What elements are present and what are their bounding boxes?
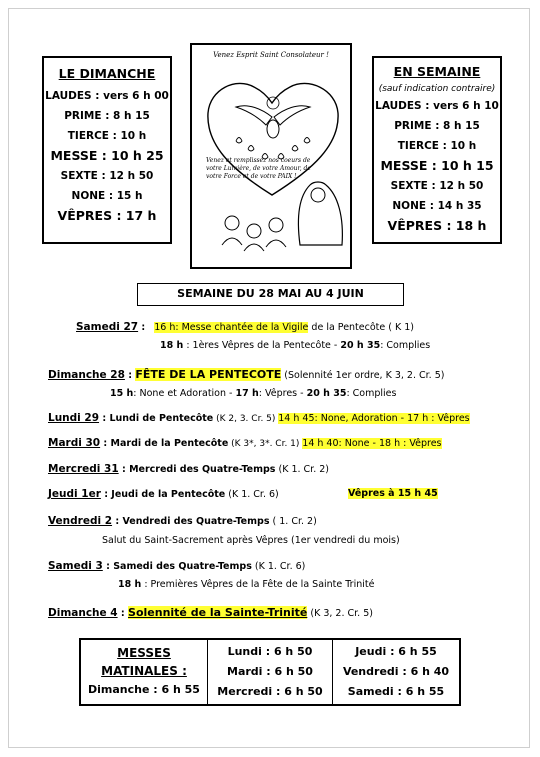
feast-title: : Jeudi de la Pentecôte: [100, 489, 226, 500]
highlight-text: 14 h 45: None, Adoration - 17 h : Vêpres: [278, 413, 470, 424]
agenda-row-fri2-line2: [102, 535, 400, 546]
weekday-lauds: LAUDES : vers 6 h 10: [375, 100, 499, 112]
feast-title: : Mercredi des Quatre-Temps: [118, 464, 276, 475]
agenda-row-thu1-vespers: [348, 488, 438, 499]
masses-tuesday: Mardi : 6 h 50: [227, 665, 313, 678]
day-label: Dimanche 4: [48, 607, 118, 619]
agenda-row-tue30: [48, 437, 442, 449]
day-label: Lundi 29: [48, 412, 100, 424]
weekday-prime: PRIME : 8 h 15: [394, 120, 480, 132]
colon: :: [117, 608, 129, 619]
agenda-row-sun4: [48, 606, 373, 619]
weekday-tierce: TIERCE : 10 h: [397, 140, 477, 152]
detail-text: Salut du Saint-Sacrement après Vêpres (1er vendredi du mois): [102, 535, 400, 546]
weekday-title: EN SEMAINE: [393, 64, 481, 79]
time-text: 20 h 35: [306, 388, 347, 399]
sunday-prime: PRIME : 8 h 15: [64, 110, 150, 122]
masses-sunday: Dimanche : 6 h 55: [88, 683, 200, 696]
sunday-title: LE DIMANCHE: [58, 66, 156, 81]
detail-text: (K 1. Cr. 2): [275, 464, 329, 475]
detail-text: : None et Adoration -: [133, 388, 236, 399]
masses-thursday: Jeudi : 6 h 55: [355, 645, 437, 658]
masses-mon-wed-column: [208, 640, 333, 704]
masses-saturday: Samedi : 6 h 55: [347, 685, 445, 698]
day-label: Vendredi 2: [48, 515, 113, 527]
weekday-schedule-box: [372, 56, 502, 244]
masses-title-line2: MATINALES :: [101, 664, 187, 678]
sunday-none: NONE : 15 h: [71, 190, 143, 202]
agenda-row-sat27: [76, 321, 414, 333]
highlight-text: 14 h 40: None - 18 h : Vêpres: [302, 438, 442, 449]
masses-thu-sat-column: [333, 640, 459, 704]
feast-title: : Samedi des Quatre-Temps: [102, 561, 252, 572]
agenda-row-sat3: [48, 560, 305, 572]
detail-text: : Vêpres -: [258, 388, 307, 399]
day-label: Samedi 3: [48, 560, 103, 572]
time-text: 20 h 35: [340, 340, 381, 351]
time-text: 18 h: [160, 340, 184, 351]
day-label: Mercredi 31: [48, 463, 119, 475]
feast-title: : Lundi de Pentecôte: [99, 413, 214, 424]
detail-text: de la Pentecôte ( K 1): [308, 322, 414, 333]
day-label: Dimanche 28: [48, 369, 125, 381]
detail-text: : Complies: [380, 340, 431, 351]
children-figures: [222, 216, 286, 251]
dove-left-wing: [236, 106, 272, 125]
day-label: Jeudi 1er: [48, 488, 101, 500]
feast-title: : Mardi de la Pentecôte: [100, 438, 229, 449]
dove-body: [267, 120, 279, 138]
time-text: 18 h: [118, 579, 142, 590]
dove-right-wing: [274, 106, 310, 125]
time-text: 15 h: [110, 388, 134, 399]
detail-text: (K 1. Cr. 6): [251, 561, 306, 572]
flames: [236, 138, 310, 160]
halo: [267, 97, 279, 109]
feast-title: : Vendredi des Quatre-Temps: [112, 516, 270, 527]
detail-text: (K 1. Cr. 6): [225, 489, 279, 500]
agenda-row-sun28-line2: [110, 388, 396, 399]
time-text: 17 h: [235, 388, 259, 399]
weekday-mass: MESSE : 10 h 15: [380, 158, 494, 173]
holy-spirit-illustration: [190, 43, 352, 269]
sunday-mass: MESSE : 10 h 25: [50, 148, 164, 163]
masses-title-column: [81, 640, 208, 704]
sunday-schedule-box: [42, 56, 172, 244]
detail-text: ( 1. Cr. 2): [269, 516, 317, 527]
weekday-sexte: SEXTE : 12 h 50: [390, 180, 484, 192]
agenda-row-sat3-line2: [118, 579, 374, 590]
highlight-text: Solennité de la Sainte-Trinité: [128, 606, 308, 619]
detail-text: : Complies: [346, 388, 397, 399]
mary-figure: [298, 182, 342, 245]
day-label: Mardi 30: [48, 437, 101, 449]
weekday-note: (sauf indication contraire): [378, 84, 496, 94]
detail-text: : 1ères Vêpres de la Pentecôte -: [183, 340, 341, 351]
agenda-row-mon29: [48, 412, 470, 424]
agenda-row-sun28: [48, 368, 444, 381]
highlight-text: FÊTE DE LA PENTECOTE: [135, 368, 282, 381]
highlight-text: 16 h: Messe chantée de la Vigile: [154, 322, 309, 333]
masses-monday: Lundi : 6 h 50: [227, 645, 313, 658]
sunday-lauds: LAUDES : vers 6 h 00: [45, 90, 169, 102]
agenda-row-wed31: [48, 463, 329, 475]
detail-text: (K 2, 3. Cr. 5): [213, 414, 279, 424]
detail-text: (K 3*, 3*. Cr. 1): [228, 439, 303, 449]
week-title: SEMAINE DU 28 MAI AU 4 JUIN: [137, 283, 404, 306]
detail-text: (Solennité 1er ordre, K 3, 2. Cr. 5): [281, 370, 445, 381]
day-label: Samedi 27: [76, 321, 139, 333]
illustration-caption-top: Venez Esprit Saint Consolateur !: [213, 51, 329, 59]
sunday-sexte: SEXTE : 12 h 50: [60, 170, 154, 182]
sunday-tierce: TIERCE : 10 h: [67, 130, 147, 142]
weekday-none: NONE : 14 h 35: [392, 200, 482, 212]
morning-masses-table: [79, 638, 461, 706]
weekday-vespers: VÊPRES : 18 h: [387, 218, 487, 233]
agenda-row-thu1: [48, 488, 279, 500]
masses-title-line1: MESSES: [117, 646, 171, 660]
masses-wednesday: Mercredi : 6 h 50: [217, 685, 323, 698]
detail-text: (K 3, 2. Cr. 5): [307, 608, 373, 619]
colon: :: [138, 322, 146, 333]
colon: :: [124, 370, 136, 381]
sunday-vespers: VÊPRES : 17 h: [57, 208, 157, 223]
highlight-text: Vêpres à 15 h 45: [348, 488, 438, 499]
illustration-caption-mid: Venez et remplissez nos coeurs de votre Lumière, de votre Amour, de votre Force et de votre PAIX !: [206, 157, 311, 180]
agenda-row-fri2: [48, 515, 317, 527]
agenda-row-sat27-line2: [160, 340, 430, 351]
masses-friday: Vendredi : 6 h 40: [342, 665, 450, 678]
detail-text: : Premières Vêpres de la Fête de la Sainte Trinité: [141, 579, 375, 590]
